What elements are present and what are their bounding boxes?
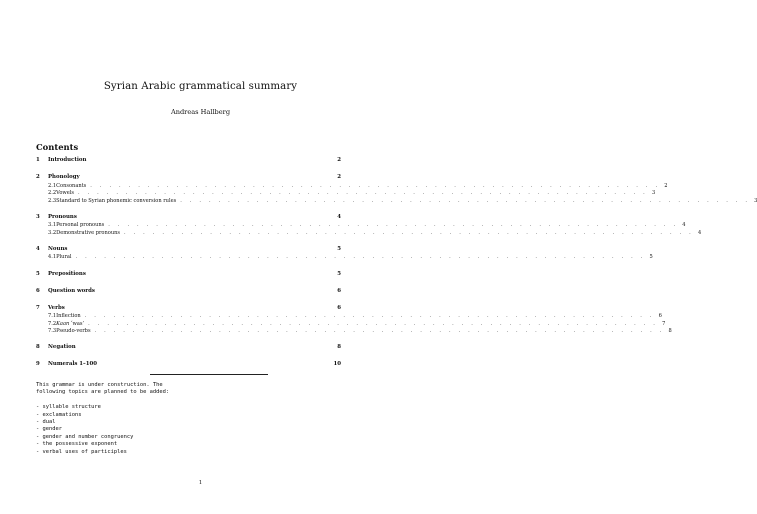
- toc-subsection-number: 2.1: [48, 182, 57, 189]
- toc-subsection[interactable]: [36, 328, 672, 336]
- toc-section[interactable]: [36, 174, 341, 183]
- toc-subsection-page: 3: [754, 197, 757, 204]
- toc-leader-dots: . . . . . . . . . . . . . . . . . . . . . . . . . . . . . . . . . . . . . . . . . . . . . . . . . . . . . . . . . . . .: [78, 190, 648, 197]
- toc-leader-dots: . . . . . . . . . . . . . . . . . . . . . . . . . . . . . . . . . . . . . . . . . . . . . . . . . . . . . . . . . . . .: [108, 222, 679, 229]
- construction-note: [36, 382, 169, 456]
- note-list-item: - verbal uses of participles: [36, 448, 127, 455]
- toc-subsection-page: 5: [649, 254, 653, 261]
- toc-subsection-page: 4: [697, 229, 702, 236]
- toc-subsection[interactable]: [36, 229, 702, 238]
- toc-subsection-page: 3: [651, 190, 656, 197]
- toc-section-number: 1: [36, 157, 40, 163]
- toc-section-number: 6: [36, 287, 40, 294]
- toc-section-page: 2: [337, 174, 341, 180]
- toc-section-title: Negation: [48, 344, 76, 351]
- toc-section[interactable]: [36, 288, 341, 297]
- toc-subsection-page: 7: [662, 320, 666, 327]
- toc-subsection-title: Personal pronouns: [56, 222, 105, 229]
- toc-subsection-title: Demonstrative pronouns: [56, 229, 120, 236]
- table-of-contents: [36, 157, 757, 370]
- toc-subsection-number: 2.2: [48, 190, 57, 197]
- toc-section-number: 3: [36, 213, 40, 220]
- toc-subsection-title: Plural: [56, 254, 72, 261]
- toc-subsection[interactable]: [36, 182, 668, 191]
- toc-section-title: Introduction: [48, 157, 87, 163]
- toc-section-title: Verbs: [48, 304, 65, 311]
- toc-subsection-title: Consonants: [56, 182, 87, 189]
- toc-subsection-title: Vowels: [56, 190, 75, 197]
- toc-leader-dots: . . . . . . . . . . . . . . . . . . . . . . . . . . . . . . . . . . . . . . . . . . . . . . . . . . . . . . . . . . . .: [75, 254, 646, 261]
- toc-section-title: Nouns: [48, 245, 68, 252]
- toc-leader-dots: . . . . . . . . . . . . . . . . . . . . . . . . . . . . . . . . . . . . . . . . . . . . . . . . . . . . . . . . . . . .: [90, 182, 661, 189]
- toc-section-title: Numerals 1–100: [48, 361, 97, 368]
- note-intro-line: This grammar is under construction. The: [36, 382, 163, 388]
- toc-leader-dots: . . . . . . . . . . . . . . . . . . . . . . . . . . . . . . . . . . . . . . . . . . . . . . . . . . . . . . . . . . . .: [84, 313, 655, 320]
- toc-section[interactable]: [36, 271, 341, 280]
- toc-subsection-number: 7.1: [48, 313, 57, 320]
- note-intro-line: following topics are planned to be added:: [36, 389, 170, 396]
- toc-subsection-page: 4: [682, 222, 686, 229]
- toc-subsection-number: 7.3: [48, 328, 57, 335]
- toc-section-number: 4: [36, 245, 40, 252]
- document-author: Andreas Hallberg: [170, 108, 231, 116]
- toc-leader-dots: . . . . . . . . . . . . . . . . . . . . . . . . . . . . . . . . . . . . . . . . . . . . . . . . . . . . . . . . . . . .: [124, 229, 694, 236]
- toc-subsection[interactable]: [36, 320, 666, 329]
- note-list-item: - gender: [36, 426, 62, 433]
- toc-section-title: Pronouns: [48, 213, 77, 220]
- note-spacer: [36, 397, 169, 404]
- contents-heading: Contents: [36, 142, 79, 152]
- horizontal-rule: [150, 374, 268, 375]
- toc-subsection[interactable]: [36, 254, 653, 262]
- toc-section-page: 10: [333, 361, 341, 368]
- toc-subsection-number: 4.1: [48, 254, 57, 261]
- toc-section-page: 8: [337, 344, 341, 351]
- toc-section-page: 5: [337, 245, 341, 252]
- toc-section-page: 4: [337, 213, 341, 220]
- toc-subsection-title: Inflection: [56, 313, 81, 320]
- toc-subsection-page: 6: [658, 313, 662, 320]
- toc-section-number: 9: [36, 361, 40, 368]
- toc-section-title: Prepositions: [48, 270, 86, 277]
- toc-section[interactable]: [36, 344, 341, 353]
- toc-section-title: Phonology: [48, 174, 80, 180]
- toc-subsection-title: Kaan ‘was’: [56, 320, 85, 327]
- toc-section-number: 7: [36, 304, 40, 311]
- note-list-item: - the possessive exponent: [36, 441, 118, 448]
- toc-subsection-number: 3.2: [48, 229, 57, 236]
- toc-section-page: 6: [337, 304, 341, 311]
- toc-section-page: 5: [337, 270, 341, 277]
- toc-section-number: 8: [36, 344, 40, 351]
- toc-section[interactable]: [36, 361, 341, 370]
- toc-section-page: 6: [337, 287, 341, 294]
- page-number: 1: [198, 480, 203, 486]
- note-list-item: - dual: [36, 418, 56, 425]
- toc-section[interactable]: [36, 305, 341, 314]
- toc-subsection-number: 7.2: [48, 320, 57, 327]
- toc-section-number: 2: [36, 174, 40, 180]
- note-list-item: - syllable structure: [36, 404, 101, 411]
- toc-subsection-page: 8: [668, 328, 672, 335]
- toc-section-number: 5: [36, 270, 40, 277]
- toc-subsection[interactable]: [36, 222, 686, 230]
- document-title: Syrian Arabic grammatical summary: [103, 81, 298, 92]
- toc-subsection[interactable]: [36, 313, 662, 321]
- toc-subsection-page: 2: [664, 182, 668, 189]
- toc-section[interactable]: [36, 214, 341, 223]
- toc-leader-dots: . . . . . . . . . . . . . . . . . . . . . . . . . . . . . . . . . . . . . . . . . . . . . . . . . . . . . . . . . . . .: [180, 197, 751, 204]
- toc-section[interactable]: [36, 157, 341, 166]
- toc-section-page: 2: [337, 157, 341, 163]
- toc-subsection[interactable]: [36, 197, 757, 206]
- toc-section[interactable]: [36, 246, 341, 255]
- toc-leader-dots: . . . . . . . . . . . . . . . . . . . . . . . . . . . . . . . . . . . . . . . . . . . . . . . . . . . . . . . . . . . .: [94, 328, 665, 335]
- toc-subsection[interactable]: [36, 190, 656, 198]
- toc-leader-dots: . . . . . . . . . . . . . . . . . . . . . . . . . . . . . . . . . . . . . . . . . . . . . . . . . . . . . . . . . . . .: [88, 320, 659, 327]
- toc-subsection-number: 2.3: [48, 197, 57, 204]
- toc-section-title: Question words: [48, 287, 95, 294]
- toc-subsection-title: Pseudo-verbs: [56, 328, 91, 335]
- note-list-item: - gender and number congruency: [36, 433, 134, 440]
- note-list-item: - exclamations: [36, 411, 82, 418]
- toc-subsection-number: 3.1: [48, 222, 57, 229]
- toc-subsection-title: Standard to Syrian phonemic conversion rules: [56, 197, 177, 204]
